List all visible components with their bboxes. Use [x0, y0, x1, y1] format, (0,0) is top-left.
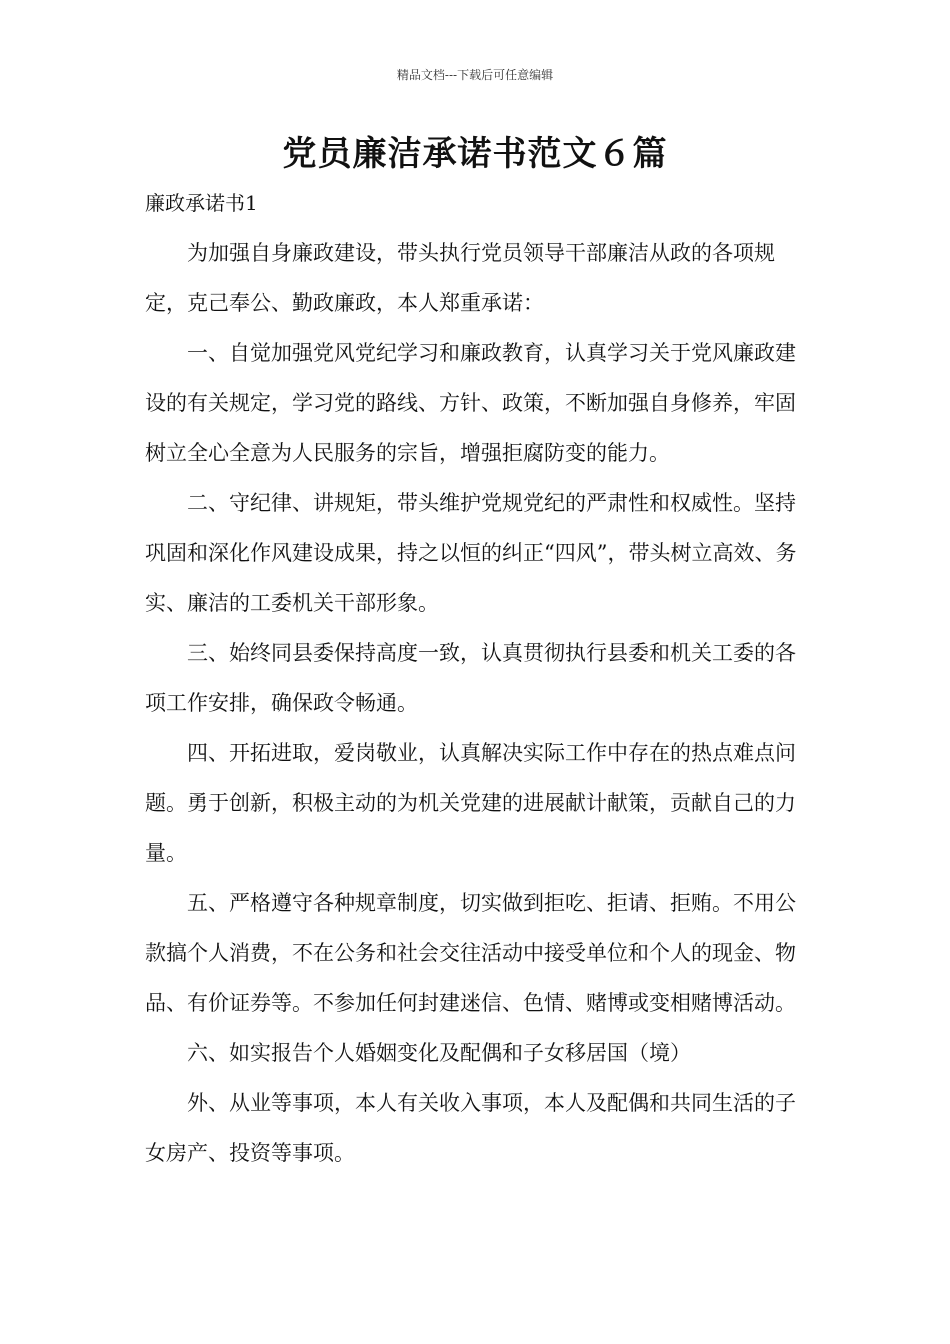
document-body [145, 228, 809, 1178]
paragraph-item-5: 五、严格遵守各种规章制度，切实做到拒吃、拒请、拒贿。不用公款搞个人消费，不在公务和社会交往活动中接受单位和个人的现金、物品、有价证券等。不参加任何封建迷信、色情、赌博或变相赌博活动。 [145, 891, 796, 1015]
document-title: 党员廉洁承诺书范文６篇 [282, 134, 668, 174]
paragraph-item-6-continued: 外、从业等事项，本人有关收入事项，本人及配偶和共同生活的子女房产、投资等事项。 [145, 1091, 796, 1165]
paragraph-intro: 为加强自身廉政建设，带头执行党员领导干部廉洁从政的各项规定，克己奉公、勤政廉政，本人郑重承诺： [145, 241, 775, 315]
paragraph-item-1: 一、自觉加强党风党纪学习和廉政教育，认真学习关于党风廉政建设的有关规定，学习党的路线、方针、政策，不断加强自身修养，牢固树立全心全意为人民服务的宗旨，增强拒腐防变的能力。 [145, 341, 796, 465]
paragraph-item-4: 四、开拓进取，爱岗敬业，认真解决实际工作中存在的热点难点问题。勇于创新，积极主动的为机关党建的进展献计献策，贡献自己的力量。 [145, 741, 796, 865]
paragraph-item-2: 二、守纪律、讲规矩，带头维护党规党纪的严肃性和权威性。坚持巩固和深化作风建设成果，持之以恒的纠正“四风”，带头树立高效、务实、廉洁的工委机关干部形象。 [145, 491, 797, 615]
paragraph-item-3: 三、始终同县委保持高度一致，认真贯彻执行县委和机关工委的各项工作安排，确保政令畅通。 [145, 641, 796, 715]
header-watermark: 精品文档---下载后可任意编辑 [396, 68, 554, 82]
section-heading: 廉政承诺书1 [145, 191, 258, 215]
paragraph-item-6: 六、如实报告个人婚姻变化及配偶和子女移居国（境） [187, 1041, 691, 1065]
